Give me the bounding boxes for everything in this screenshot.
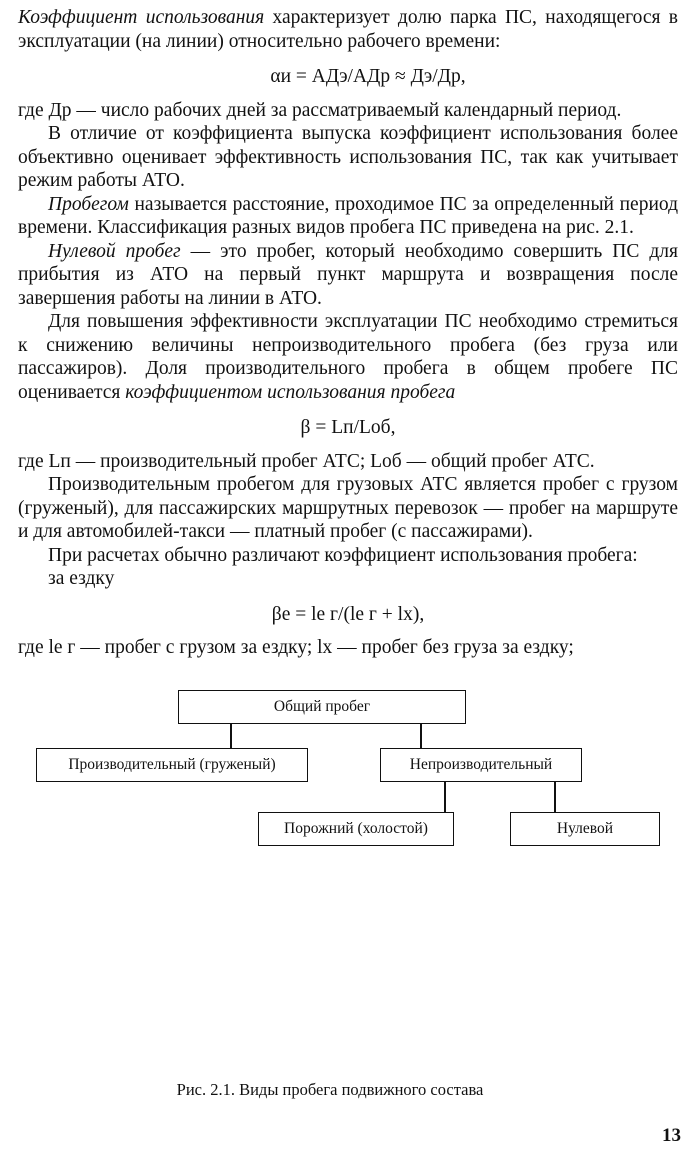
connector-line	[230, 724, 232, 748]
box-unproductive-mileage: Непроизводительный	[380, 748, 582, 782]
connector-line	[444, 782, 446, 812]
paragraph-10: за ездку	[48, 568, 115, 589]
page-number: 13	[662, 1125, 681, 1146]
formula-beta: β = Lп/Lоб,	[300, 417, 396, 438]
figure-caption: Рис. 2.1. Виды пробега подвижного состава	[176, 1080, 484, 1099]
box-zero-mileage: Нулевой	[510, 812, 660, 846]
connector-line	[554, 782, 556, 812]
box-productive-mileage: Производительный (груженый)	[36, 748, 308, 782]
paragraph-3: В отличие от коэффициента выпуска коэффициент использования более объективно оценивает эффективность использования ПС, так как учитывает режим работы АТО.	[18, 123, 678, 191]
connector-line	[420, 724, 422, 748]
paragraph-9: При расчетах обычно различают коэффициент использования пробега:	[48, 544, 638, 566]
paragraph-4: Пробегом называется расстояние, проходимое ПС за определенный период времени. Классификация разных видов пробега ПС приведена на рис. 2.1.	[18, 193, 678, 238]
box-empty-mileage: Порожний (холостой)	[258, 812, 454, 846]
paragraph-1: Коэффициент использования характеризует долю парка ПС, находящегося в эксплуатации (на линии) относительно рабочего времени:	[18, 7, 679, 52]
box-total-mileage: Общий пробег	[178, 690, 466, 724]
term-zero-mileage: Нулевой пробег	[48, 240, 181, 262]
page-text	[18, 6, 678, 870]
paragraph-7: где Lп — производительный пробег АТС; Lоб — общий пробег АТС.	[18, 450, 595, 472]
term-mileage: Пробегом	[48, 193, 129, 215]
formula-beta-trip: βе = lе г/(lе г + lx),	[271, 603, 425, 625]
mileage-types-diagram	[18, 680, 678, 870]
paragraph-5: Нулевой пробег — это пробег, который необходимо совершить ПС для прибытия из АТО на первый пункт маршрута и возвращения после завершения работы на линии в АТО.	[18, 240, 678, 309]
paragraph-2: где Др — число рабочих дней за рассматриваемый календарный период.	[18, 99, 622, 121]
paragraph-8: Производительным пробегом для грузовых АТС является пробег с грузом (груженый), для пассажирских маршрутных перевозок — пробег на маршруте и для автомобилей-такси — платный пробег (с пассажирами).	[18, 474, 678, 542]
paragraph-6: Для повышения эффективности эксплуатации ПС необходимо стремиться к снижению величины непроизводительного пробега (без груза или пассажиров). Доля производительного пробега в общем пробеге ПС оценивается коэффициентом использования пробега	[18, 311, 678, 403]
paragraph-11: где lе г — пробег с грузом за ездку; lx — пробег без груза за ездку;	[18, 637, 574, 658]
formula-alpha: αи = АДэ/АДр ≈ Дэ/Др,	[270, 66, 466, 87]
term-usage-coefficient: Коэффициент использования	[18, 7, 265, 28]
term-mileage-usage-coefficient: коэффициентом использования пробега	[125, 381, 456, 403]
